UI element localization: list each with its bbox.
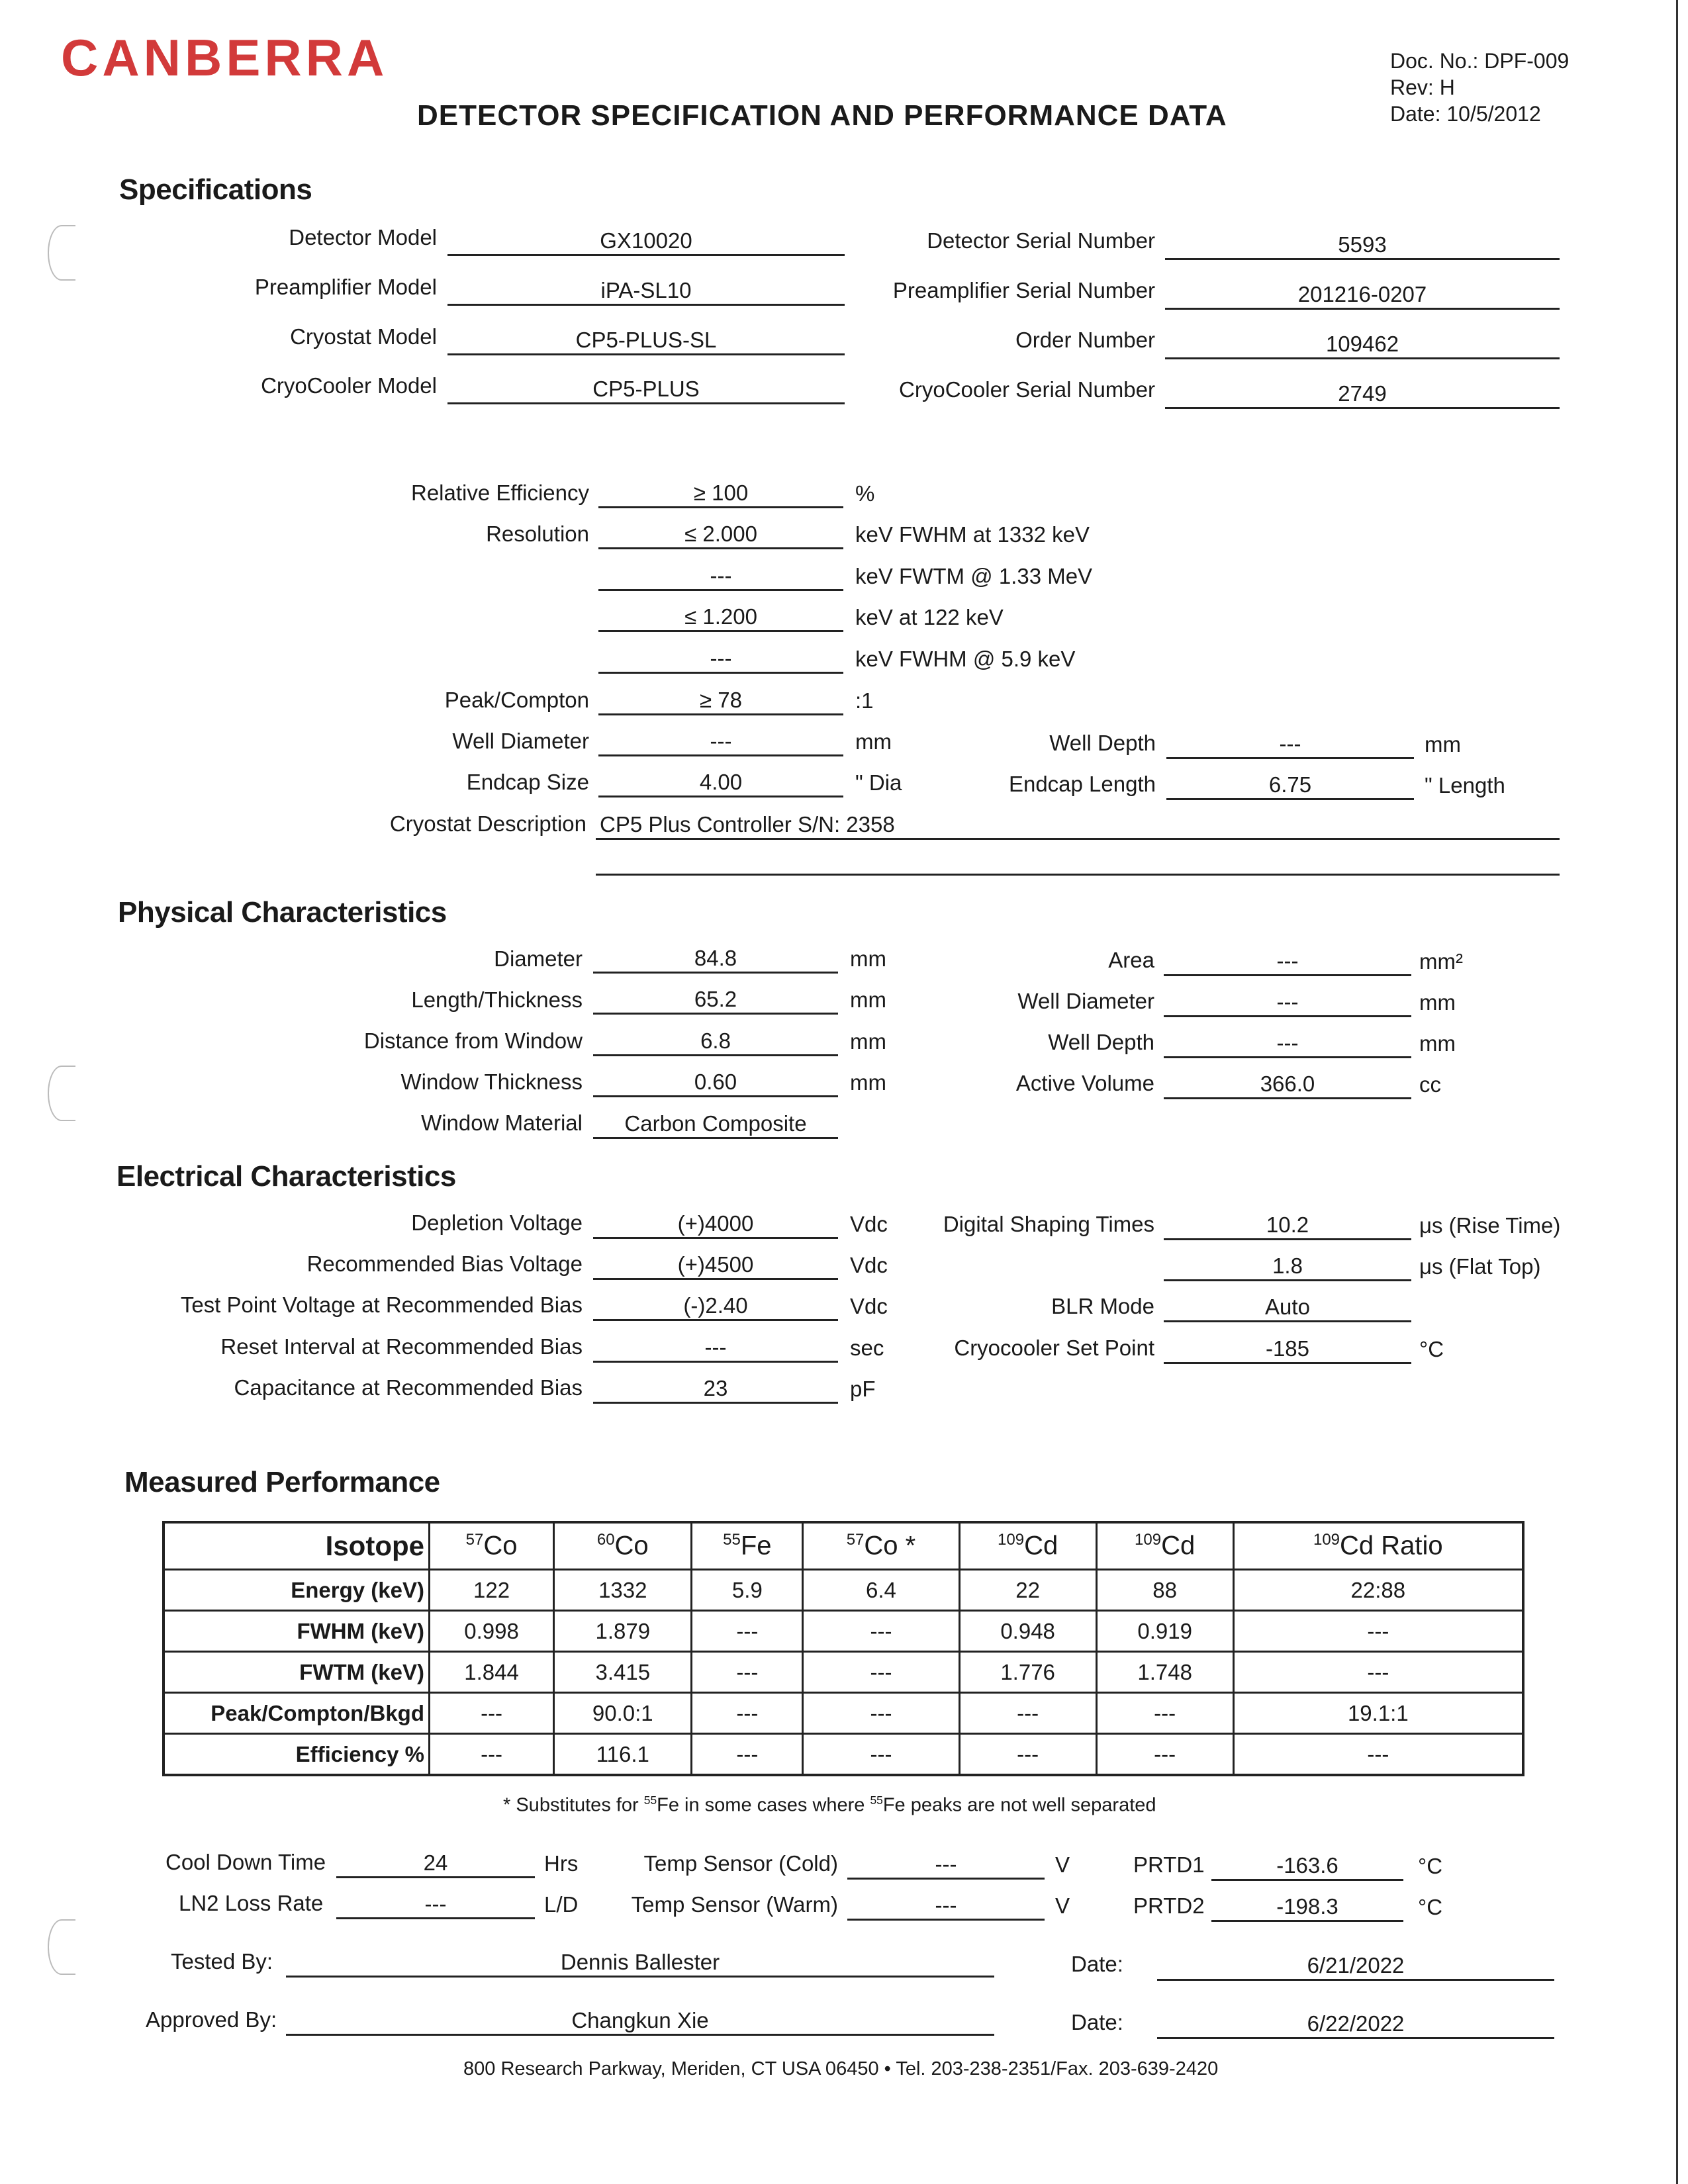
recommended-bias-label: Recommended Bias Voltage (306, 1251, 583, 1276)
resolution-label: Resolution (486, 522, 589, 546)
detector-model-label: Detector Model (289, 225, 437, 250)
table-cell: 1332 (554, 1570, 692, 1611)
prtd1-unit: °C (1418, 1854, 1443, 1878)
table-cell: --- (1096, 1693, 1233, 1734)
table-cell: 5.9 (692, 1570, 803, 1611)
distance-from-window-unit: mm (850, 1029, 886, 1054)
distance-from-window-value: 6.8 (593, 1028, 838, 1056)
well-depth-unit: mm (1425, 732, 1461, 756)
test-point-voltage-label: Test Point Voltage at Recommended Bias (180, 1293, 583, 1317)
well-depth-label: Well Depth (1049, 731, 1156, 755)
preamp-serial-value: 201216-0207 (1165, 281, 1560, 310)
length-thickness-value: 65.2 (593, 986, 838, 1015)
cryocooler-setpoint-value: -185 (1164, 1336, 1411, 1364)
preamp-model-value: iPA-SL10 (447, 277, 845, 306)
well-depth-phys-label: Well Depth (1048, 1030, 1154, 1054)
approved-by-value: Changkun Xie (286, 2007, 994, 2036)
shaping-rise-unit: μs (Rise Time) (1419, 1213, 1561, 1238)
endcap-length-label: Endcap Length (1008, 772, 1156, 796)
isotope-col: $^{60}$Co (554, 1522, 692, 1570)
peak-compton-unit: :1 (855, 688, 874, 713)
temp-sensor-cold-value: --- (847, 1851, 1045, 1880)
detector-serial-value: 5593 (1165, 232, 1560, 260)
isotope-col: $^{109}$Cd (959, 1522, 1096, 1570)
peak-compton-label: Peak/Compton (444, 688, 589, 712)
table-cell: 1.844 (430, 1652, 554, 1693)
depletion-voltage-unit: Vdc (850, 1212, 888, 1236)
company-logo: CANBERRA (61, 28, 389, 87)
page-edge (1676, 0, 1678, 2184)
detector-serial-label: Detector Serial Number (927, 228, 1155, 253)
cryostat-model-label: Cryostat Model (290, 324, 437, 349)
digital-shaping-label: Digital Shaping Times (943, 1212, 1154, 1236)
blr-mode-label: BLR Mode (1051, 1294, 1154, 1318)
shaping-flat-unit: μs (Flat Top) (1419, 1254, 1541, 1279)
table-cell: --- (692, 1734, 803, 1776)
test-point-voltage-value: (-)2.40 (593, 1293, 838, 1321)
doc-date: Date: 10/5/2012 (1390, 102, 1541, 126)
well-depth-phys-unit: mm (1419, 1031, 1456, 1056)
resolution-5-9-value: --- (598, 645, 843, 674)
isotope-col: $^{57}$Co (430, 1522, 554, 1570)
active-volume-unit: cc (1419, 1072, 1441, 1097)
well-diameter-phys-value: --- (1164, 989, 1411, 1017)
area-unit: mm² (1419, 949, 1463, 974)
shaping-flat-value: 1.8 (1164, 1253, 1411, 1281)
well-diameter-phys-unit: mm (1419, 990, 1456, 1015)
active-volume-label: Active Volume (1015, 1071, 1154, 1095)
isotope-col: $^{109}$Cd (1096, 1522, 1233, 1570)
shaping-rise-value: 10.2 (1164, 1212, 1411, 1240)
relative-efficiency-label: Relative Efficiency (410, 480, 589, 505)
endcap-size-unit: " Dia (855, 770, 902, 795)
section-physical: Physical Characteristics (118, 896, 447, 929)
table-cell: --- (692, 1693, 803, 1734)
depletion-voltage-value: (+)4000 (593, 1210, 838, 1239)
tested-by-label: Tested By: (171, 1949, 273, 1974)
table-cell: 116.1 (554, 1734, 692, 1776)
endcap-size-label: Endcap Size (466, 770, 589, 794)
approved-date-value: 6/22/2022 (1157, 2011, 1554, 2039)
order-number-label: Order Number (1015, 328, 1155, 352)
table-cell: 22:88 (1233, 1570, 1523, 1611)
section-measured-performance: Measured Performance (124, 1466, 440, 1498)
cool-down-label: Cool Down Time (165, 1850, 326, 1874)
peak-compton-value: ≥ 78 (598, 687, 843, 715)
table-cell: 0.998 (430, 1611, 554, 1652)
cryostat-description-value: CP5 Plus Controller S/N: 2358 (596, 811, 1560, 840)
table-footnote: * Substitutes for $^{55}$Fe in some cases where $^{55}$Fe peaks are not well separated (503, 1794, 1156, 1816)
table-cell: 0.948 (959, 1611, 1096, 1652)
temp-sensor-cold-unit: V (1055, 1852, 1070, 1877)
preamp-model-label: Preamplifier Model (254, 275, 437, 299)
table-cell: 1.776 (959, 1652, 1096, 1693)
isotope-col: $^{57}$Co * (803, 1522, 959, 1570)
cryocooler-serial-value: 2749 (1165, 381, 1560, 409)
relative-efficiency-value: ≥ 100 (598, 480, 843, 508)
table-cell: 22 (959, 1570, 1096, 1611)
binder-hole-mark (48, 1919, 75, 1975)
table-row (164, 1570, 1523, 1611)
cryocooler-serial-label: CryoCooler Serial Number (899, 377, 1155, 402)
well-diameter-phys-label: Well Diameter (1017, 989, 1154, 1013)
depletion-voltage-label: Depletion Voltage (411, 1210, 583, 1235)
cryocooler-setpoint-unit: °C (1419, 1337, 1444, 1361)
prtd2-unit: °C (1418, 1895, 1443, 1919)
resolution-fwtm-value: --- (598, 563, 843, 591)
window-thickness-label: Window Thickness (400, 1069, 583, 1094)
capacitance-label: Capacitance at Recommended Bias (234, 1375, 583, 1400)
isotope-col: $^{109}$Cd Ratio (1233, 1522, 1523, 1570)
table-cell: 122 (430, 1570, 554, 1611)
diameter-unit: mm (850, 946, 886, 971)
footer-address: 800 Research Parkway, Meriden, CT USA 06450 • Tel. 203-238-2351/Fax. 203-639-2420 (463, 2058, 1219, 2079)
tested-by-value: Dennis Ballester (286, 1949, 994, 1978)
section-specifications: Specifications (119, 173, 312, 206)
isotope-header: Isotope (164, 1522, 430, 1570)
temp-sensor-cold-label: Temp Sensor (Cold) (643, 1851, 838, 1876)
table-cell: --- (959, 1693, 1096, 1734)
capacitance-unit: pF (850, 1377, 876, 1401)
isotope-col: $^{55}$Fe (692, 1522, 803, 1570)
table-cell: 88 (1096, 1570, 1233, 1611)
active-volume-value: 366.0 (1164, 1071, 1411, 1099)
doc-revision: Rev: H (1390, 75, 1455, 99)
well-diameter-value: --- (598, 728, 843, 756)
area-value: --- (1164, 948, 1411, 976)
resolution-fwtm-unit: keV FWTM @ 1.33 MeV (855, 564, 1093, 588)
doc-info (1390, 48, 1569, 127)
window-material-value: Carbon Composite (593, 1111, 838, 1139)
well-diameter-label: Well Diameter (452, 729, 589, 753)
relative-efficiency-unit: % (855, 481, 875, 506)
reset-interval-label: Reset Interval at Recommended Bias (220, 1334, 583, 1359)
table-row (164, 1734, 1523, 1776)
tested-date-label: Date: (1071, 1952, 1123, 1976)
well-depth-value: --- (1166, 731, 1414, 759)
table-cell: 19.1:1 (1233, 1693, 1523, 1734)
table-cell: --- (959, 1734, 1096, 1776)
table-cell: --- (1233, 1611, 1523, 1652)
performance-table (162, 1521, 1524, 1776)
window-thickness-unit: mm (850, 1070, 886, 1095)
table-row (164, 1611, 1523, 1652)
well-depth-phys-value: --- (1164, 1030, 1411, 1058)
cryocooler-setpoint-label: Cryocooler Set Point (954, 1336, 1154, 1360)
table-cell: 3.415 (554, 1652, 692, 1693)
prtd2-value: -198.3 (1211, 1893, 1403, 1922)
capacitance-value: 23 (593, 1375, 838, 1404)
row-label: Energy (keV) (164, 1570, 430, 1611)
table-cell: --- (803, 1693, 959, 1734)
temp-sensor-warm-label: Temp Sensor (Warm) (631, 1892, 838, 1917)
table-cell: --- (1233, 1652, 1523, 1693)
temp-sensor-warm-value: --- (847, 1892, 1045, 1921)
resolution-fwhm-1332-unit: keV FWHM at 1332 keV (855, 522, 1090, 547)
diameter-label: Diameter (494, 946, 583, 971)
length-thickness-label: Length/Thickness (411, 987, 583, 1012)
ln2-loss-label: LN2 Loss Rate (179, 1891, 324, 1915)
table-cell: --- (692, 1611, 803, 1652)
prtd1-label: PRTD1 (1133, 1852, 1205, 1877)
resolution-5-9-unit: keV FWHM @ 5.9 keV (855, 647, 1076, 671)
binder-hole-mark (48, 225, 75, 281)
prtd1-value: -163.6 (1211, 1852, 1403, 1881)
diameter-value: 84.8 (593, 945, 838, 974)
section-electrical: Electrical Characteristics (117, 1160, 456, 1193)
binder-hole-mark (48, 1066, 75, 1121)
cool-down-unit: Hrs (544, 1851, 579, 1876)
recommended-bias-value: (+)4500 (593, 1251, 838, 1280)
table-cell: --- (803, 1652, 959, 1693)
cryostat-description-label: Cryostat Description (389, 811, 586, 836)
table-cell: 90.0:1 (554, 1693, 692, 1734)
resolution-fwhm-1332-value: ≤ 2.000 (598, 521, 843, 549)
endcap-length-value: 6.75 (1166, 772, 1414, 800)
prtd2-label: PRTD2 (1133, 1893, 1205, 1918)
cryostat-description-line-2 (596, 874, 1560, 876)
window-thickness-value: 0.60 (593, 1069, 838, 1097)
test-point-voltage-unit: Vdc (850, 1294, 888, 1318)
row-label: Efficiency % (164, 1734, 430, 1776)
detector-model-value: GX10020 (447, 228, 845, 256)
area-label: Area (1108, 948, 1154, 972)
row-label: FWTM (keV) (164, 1652, 430, 1693)
table-cell: 1.879 (554, 1611, 692, 1652)
endcap-length-unit: " Length (1425, 773, 1505, 797)
ln2-loss-value: --- (336, 1891, 535, 1919)
resolution-122-unit: keV at 122 keV (855, 605, 1004, 629)
table-cell: --- (430, 1693, 554, 1734)
table-cell: --- (803, 1611, 959, 1652)
approved-by-label: Approved By: (146, 2007, 277, 2032)
doc-number: Doc. No.: DPF-009 (1390, 49, 1570, 73)
table-row (164, 1693, 1523, 1734)
resolution-122-value: ≤ 1.200 (598, 604, 843, 632)
table-cell: --- (803, 1734, 959, 1776)
table-cell: 6.4 (803, 1570, 959, 1611)
table-cell: 1.748 (1096, 1652, 1233, 1693)
cryocooler-model-label: CryoCooler Model (261, 373, 437, 398)
ln2-loss-unit: L/D (544, 1892, 579, 1917)
reset-interval-unit: sec (850, 1336, 884, 1360)
reset-interval-value: --- (593, 1334, 838, 1363)
blr-mode-value: Auto (1164, 1294, 1411, 1322)
table-cell: 0.919 (1096, 1611, 1233, 1652)
preamp-serial-label: Preamplifier Serial Number (892, 278, 1155, 302)
cool-down-value: 24 (336, 1850, 535, 1878)
page-title: DETECTOR SPECIFICATION AND PERFORMANCE DATA (417, 99, 1227, 132)
recommended-bias-unit: Vdc (850, 1253, 888, 1277)
table-cell: --- (1233, 1734, 1523, 1776)
table-cell: --- (692, 1652, 803, 1693)
window-material-label: Window Material (421, 1111, 583, 1135)
distance-from-window-label: Distance from Window (363, 1028, 583, 1053)
table-header-row (164, 1522, 1523, 1570)
endcap-size-value: 4.00 (598, 769, 843, 797)
table-cell: --- (430, 1734, 554, 1776)
cryocooler-model-value: CP5-PLUS (447, 376, 845, 404)
temp-sensor-warm-unit: V (1055, 1893, 1070, 1918)
row-label: FWHM (keV) (164, 1611, 430, 1652)
well-diameter-unit: mm (855, 729, 892, 754)
approved-date-label: Date: (1071, 2010, 1123, 2034)
row-label: Peak/Compton/Bkgd (164, 1693, 430, 1734)
table-row (164, 1652, 1523, 1693)
tested-date-value: 6/21/2022 (1157, 1952, 1554, 1981)
order-number-value: 109462 (1165, 331, 1560, 359)
length-thickness-unit: mm (850, 987, 886, 1012)
table-cell: --- (1096, 1734, 1233, 1776)
cryostat-model-value: CP5-PLUS-SL (447, 327, 845, 355)
